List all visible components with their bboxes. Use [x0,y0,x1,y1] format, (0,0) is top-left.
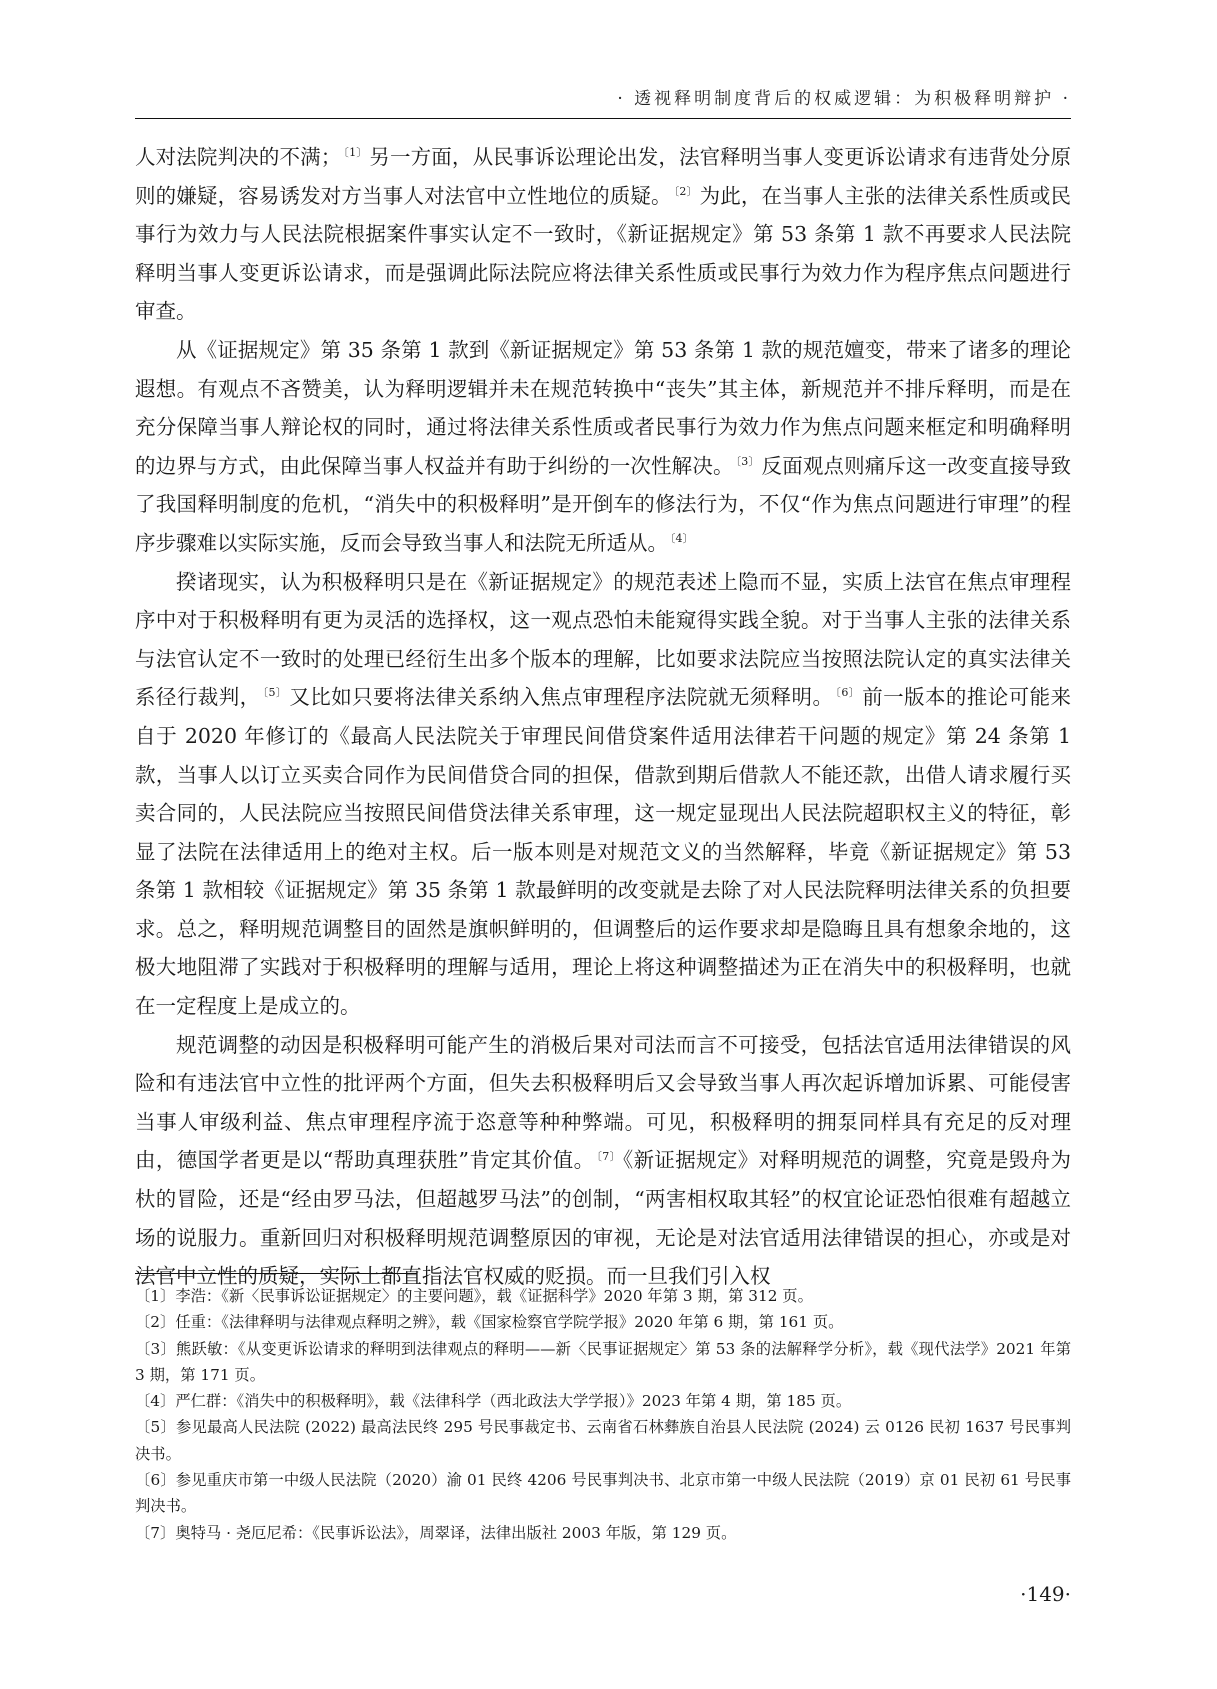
footnote: 〔6〕参见重庆市第一中级人民法院（2020）渝 01 民终 4206 号民事判决书、北京市第一中级人民法院（2019）京 01 民初 61 号民事判决书。 [135,1471,1071,1516]
footnote: 〔2〕任重：《法律释明与法律观点释明之辨》，载《国家检察官学院学报》2020 年第 6 期，第 161 页。 [135,1313,844,1332]
header-rule [135,118,1071,119]
page-number: ·149· [1020,1582,1071,1606]
footnote-reference: 〔1〕 [343,146,368,160]
footnote: 〔1〕李浩：《新〈民事诉讼证据规定〉的主要问题》，载《证据科学》2020 年第 3 期，第 312 页。 [135,1287,813,1305]
footnote-reference: 〔7〕 [596,1149,621,1163]
paragraph-text: 从《证据规定》第 35 条第 1 款到《新证据规定》第 53 条第 1 款的规范嬗变，带来了诸多的理论遐想。有观点不吝赞美，认为释明逻辑并未在规范转换中“丧失”其主体，新规范并不排斥释明，而是在充分保障当事人辩论权的同时，通过将法律关系性质或者民事行为效力作为焦点问题来框定和明确释明的边界与方式，由此保障当事人权益并有助于纠纷的一次性解决。 [135,337,1071,478]
body-paragraph [135,331,1071,563]
footnote-reference: 〔2〕 [673,184,698,198]
article-body [135,138,1071,1296]
paragraph-text: 反面观点则痛斥这一改变直接导致了我国释明制度的危机，“消失中的积极释明”是开倒车的修法行为，不仅“作为焦点问题进行审理”的程序步骤难以实际实施，反而会导致当事人和法院无所适从。 [135,453,1072,555]
footnote: 〔7〕奥特马 · 尧厄尼希：《民事诉讼法》，周翠译，法律出版社 2003 年版，第 129 页。 [135,1523,737,1542]
body-paragraph [135,1026,1071,1296]
footnote-rule [135,1273,417,1274]
footnotes [135,1283,1071,1546]
paragraph-text: 又比如只要将法律关系纳入焦点审理程序法院就无须释明。 [289,685,834,710]
paragraph-text: 另一方面，从民事诉讼理论出发，法官释明当事人变更诉讼请求有违背处分原则的嫌疑，容易诱发对方当事人对法官中立性地位的质疑。 [135,145,1072,208]
paragraph-text: 人对法院判决的不满； [135,145,342,169]
footnote: 〔3〕熊跃敏：《从变更诉讼请求的释明到法律观点的释明——新〈民事证据规定〉第 53 条的法解释学分析》，载《现代法学》2021 年第 3 期，第 171 页。 [135,1339,1071,1384]
footnote-reference: 〔6〕 [835,686,861,700]
footnote: 〔5〕参见最高人民法院 (2022) 最高法民终 295 号民事裁定书、云南省石林彝族自治县人民法院 (2024) 云 0126 民初 1637 号民事判决书。 [135,1418,1071,1463]
footnote-reference: 〔5〕 [262,686,288,700]
body-paragraph [135,138,1071,331]
footnote-reference: 〔3〕 [735,454,760,468]
running-head: · 透视释明制度背后的权威逻辑：为积极释明辩护 · [617,89,1071,109]
paragraph-text: 前一版本的推论可能来自于 2020 年修订的《最高人民法院关于审理民间借贷案件适用法律若干问题的规定》第 24 条第 1 款，当事人以订立买卖合同作为民间借贷合同的担保，借款到期后借款人不能还款，出借人请求履行买卖合同的，人民法院应当按照民间借贷法律关系审理，这一规定显现出人民法院超职权主义的特征，彰显了法院在法律适用上的绝对主权。后一版本则是对规范文义的当然解释，毕竟《新证据规定》第 53 条第 1 款相较《证据规定》第 35 条第 1 款最鲜明的改变就是去除了对人民法院释明法律关系的负担要求。总之，释明规范调整目的固然是旗帜鲜明的，但调整后的运作要求却是隐晦且具有想象余地的，这极大地阻滞了实践对于积极释明的理解与适用，理论上将这种调整描述为正在消失中的积极释明，也就在一定程度上是成立的。 [135,685,1072,1019]
footnote: 〔4〕严仁群：《消失中的积极释明》，载《法律科学（西北政法大学学报）》2023 年第 4 期，第 185 页。 [135,1392,852,1411]
body-paragraph [135,563,1071,1026]
paragraph-text: 规范调整的动因是积极释明可能产生的消极后果对司法而言不可接受，包括法官适用法律错误的风险和有违法官中立性的批评两个方面，但失去积极释明后又会导致当事人再次起诉增加诉累、可能侵害当事人审级利益、焦点审理程序流于恣意等种种弊端。可见，积极释明的拥泵同样具有充足的反对理由，德国学者更是以“帮助真理获胜”肯定其价值。 [135,1032,1071,1173]
paragraph-text: 为此，在当事人主张的法律关系性质或民事行为效力与人民法院根据案件事实认定不一致时，《新证据规定》第 53 条第 1 款不再要求人民法院释明当事人变更诉讼请求，而是强调此际法院应将法律关系性质或民事行为效力作为程序焦点问题进行审查。 [135,183,1072,324]
footnote-reference: 〔4〕 [670,532,694,546]
paragraph-text: 揆诸现实，认为积极释明只是在《新证据规定》的规范表述上隐而不显，实质上法官在焦点审理程序中对于积极释明有更为灵活的选择权，这一观点恐怕未能窥得实践全貌。对于当事人主张的法律关系与法官认定不一致时的处理已经衍生出多个版本的理解，比如要求法院应当按照法院认定的真实法律关系径行裁判， [135,569,1071,710]
paragraph-text: 《新证据规定》对释明规范的调整，究竟是毁舟为杕的冒险，还是“经由罗马法，但超越罗马法”的创制，“两害相权取其轻”的权宜论证恐怕很难有超越立场的说服力。重新回归对积极释明规范调整原因的审视，无论是对法官适用法律错误的担心，亦或是对法官中立性的质疑，实际上都直指法官权威的贬损。而一旦我们引入权 [135,1148,1072,1289]
